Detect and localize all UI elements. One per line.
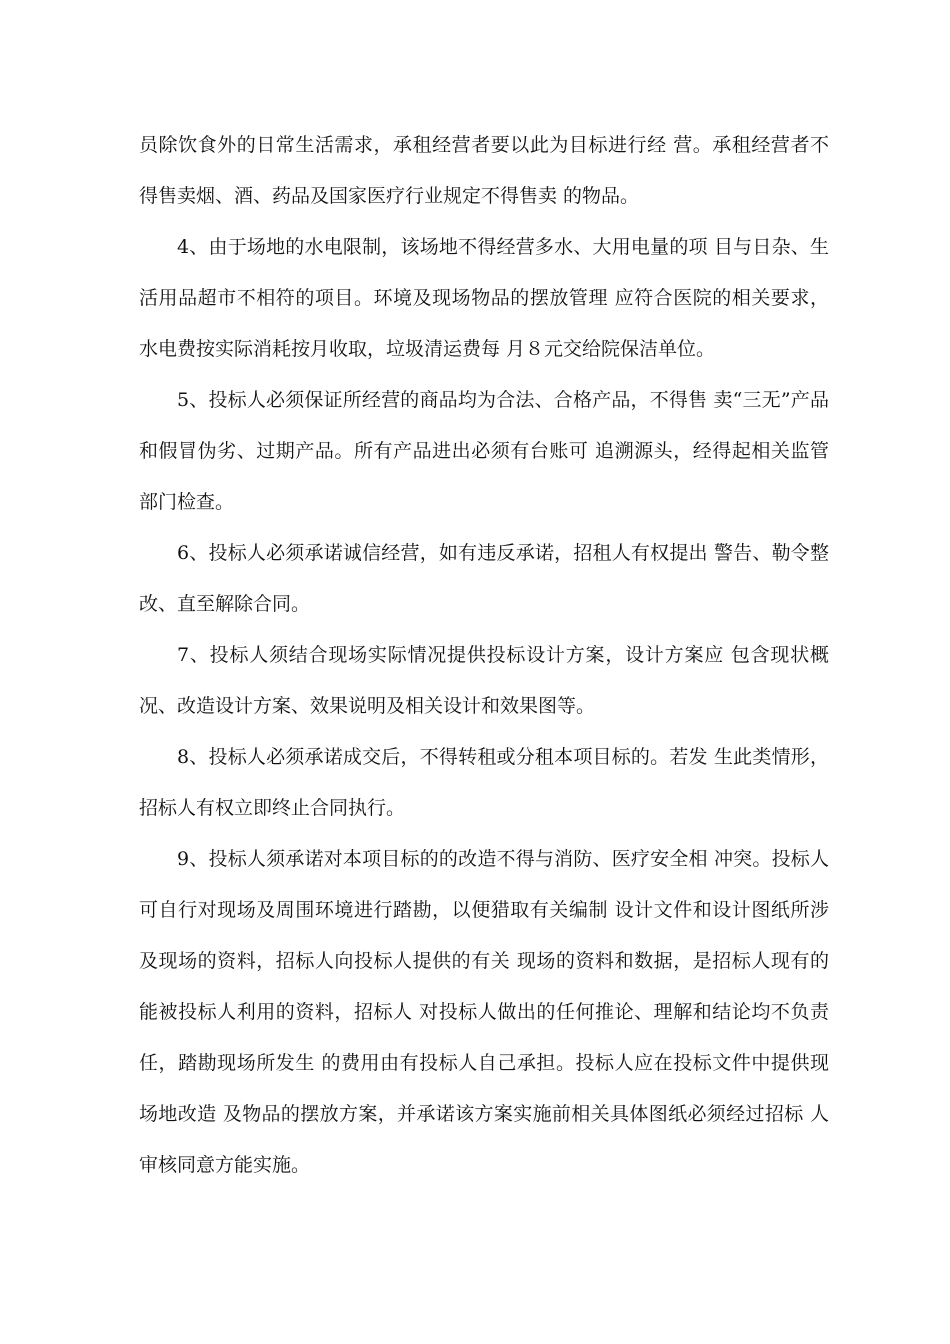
paragraph-item-4: 4、由于场地的水电限制，该场地不得经营多水、大用电量的项 目与日杂、生活用品超市不相符的项目。环境及现场物品的摆放管理 应符合医院的相关要求，水电费按实际消耗按月收取，垃圾清运费每 月８元交给院保洁单位。 xyxy=(139,236,829,360)
paragraph-item-6: 6、投标人必须承诺诚信经营，如有违反承诺，招租人有权提出 警告、勒令整改、直至解除合同。 xyxy=(139,542,829,615)
paragraph-continuation: 员除饮食外的日常生活需求，承租经营者要以此为目标进行经 营。承租经营者不得售卖烟、酒、药品及国家医疗行业规定不得售卖 的物品。 xyxy=(139,134,829,207)
paragraph-item-5: 5、投标人必须保证所经营的商品均为合法、合格产品，不得售 卖“三无”产品和假冒伪劣、过期产品。所有产品进出必须有台账可 追溯源头，经得起相关监管部门检查。 xyxy=(139,389,829,513)
document-body xyxy=(139,120,829,1191)
paragraph-item-8: 8、投标人必须承诺成交后，不得转租或分租本项目标的。若发 生此类情形，招标人有权立即终止合同执行。 xyxy=(139,746,829,819)
paragraph-item-9: 9、投标人须承诺对本项目标的的改造不得与消防、医疗安全相 冲突。投标人可自行对现场及周围环境进行踏勘，以便猎取有关编制 设计文件和设计图纸所涉及现场的资料，招标人向投标人提供的有关 现场的资料和数据，是招标人现有的能被投标人利用的资料，招标人 对投标人做出的任何推论、理解和结论均不负责任，踏勘现场所发生 的费用由有投标人自己承担。投标人应在投标文件中提供现场地改造 及物品的摆放方案，并承诺该方案实施前相关具体图纸必须经过招标 人审核同意方能实施。 xyxy=(139,848,829,1176)
paragraph-item-7: 7、投标人须结合现场实际情况提供投标设计方案，设计方案应 包含现状概况、改造设计方案、效果说明及相关设计和效果图等。 xyxy=(139,644,829,717)
